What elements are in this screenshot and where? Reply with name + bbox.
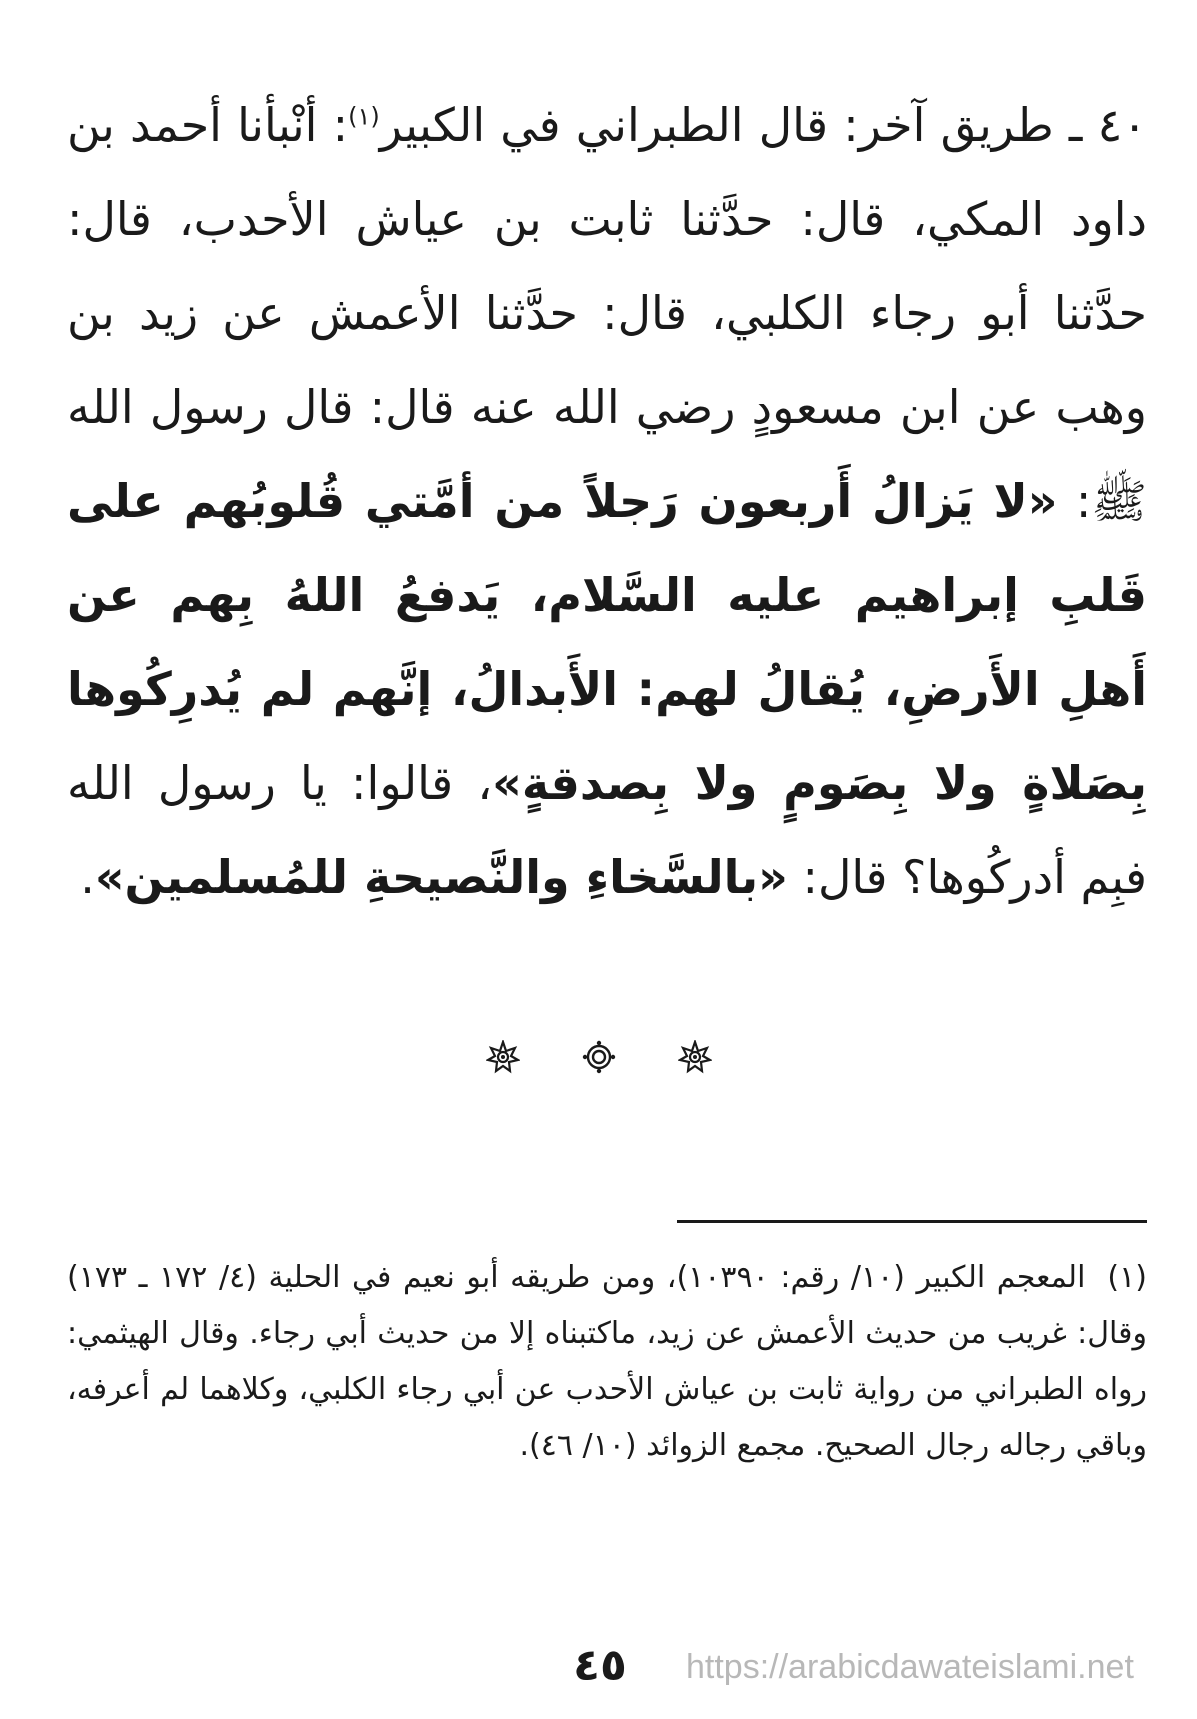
footnote-text: المعجم الكبير (١٠/ رقم: ١٠٣٩٠)، ومن طريقه أبو نعيم في الحلية (٤/ ١٧٢ ـ ١٧٣) وقال: غريب من حديث الأعمش عن زيد، ماكتبناه إلا من حديث أبي رجاء. وقال الهيثمي: رواه الطبراني من رواية ثابت بن عياش الأحدب عن أبي رجاء الكلبي، وكلاهما لم أعرفه، وباقي رجاله رجال الصحيح. مجمع الزوائد (١٠/ ٤٦).	[67, 1260, 1147, 1463]
main-text-block	[67, 78, 1147, 924]
ring-ornament-icon	[582, 1040, 616, 1074]
question-text: ، قالوا: يا رسول الله فبِم أدركُوها؟ قال:	[67, 756, 1147, 904]
star-ornament-icon	[678, 1040, 712, 1074]
paragraph-end: .	[80, 850, 95, 904]
watermark-url[interactable]: https://arabicdawateislami.net	[686, 1648, 1134, 1686]
footnote-reference[interactable]: (١)	[348, 102, 380, 131]
hadith-text: «لا يَزالُ أَربعون رَجلاً من أمَّتي قُلوبُهم على قَلبِ إبراهيم عليه السَّلام، يَدفعُ اللهُ بِهم عن أَهلِ الأَرضِ، يُقالُ لهم: الأَبدالُ، إنَّهم لم يُدرِكُوها بِصَلاةٍ ولا بِصَومٍ ولا بِصدقةٍ»	[67, 474, 1147, 810]
hadith-paragraph	[67, 78, 1147, 924]
page-number: ٤٥	[573, 1640, 627, 1691]
section-divider-ornaments	[0, 1040, 1197, 1074]
footnotes-block	[67, 1250, 1147, 1474]
star-ornament-icon	[486, 1040, 520, 1074]
hadith-answer-text: «بالسَّخاءِ والنَّصيحةِ للمُسلمين»	[94, 850, 788, 904]
paragraph-intro: ٤٠ ـ طريق آخر: قال الطبراني في الكبير	[379, 98, 1148, 152]
isnad-text: : أنْبأنا أحمد بن داود المكي، قال: حدَّثنا ثابت بن عياش الأحدب، قال: حدَّثنا أبو رجاء الكلبي، قال: حدَّثنا الأعمش عن زيد بن وهب عن ابن مسعودٍ رضي الله عنه قال: قال رسول الله ﷺ:	[67, 98, 1147, 528]
footnote-number: (١)	[1107, 1260, 1147, 1295]
footnote-separator	[677, 1220, 1147, 1223]
footnote-item	[67, 1250, 1147, 1474]
